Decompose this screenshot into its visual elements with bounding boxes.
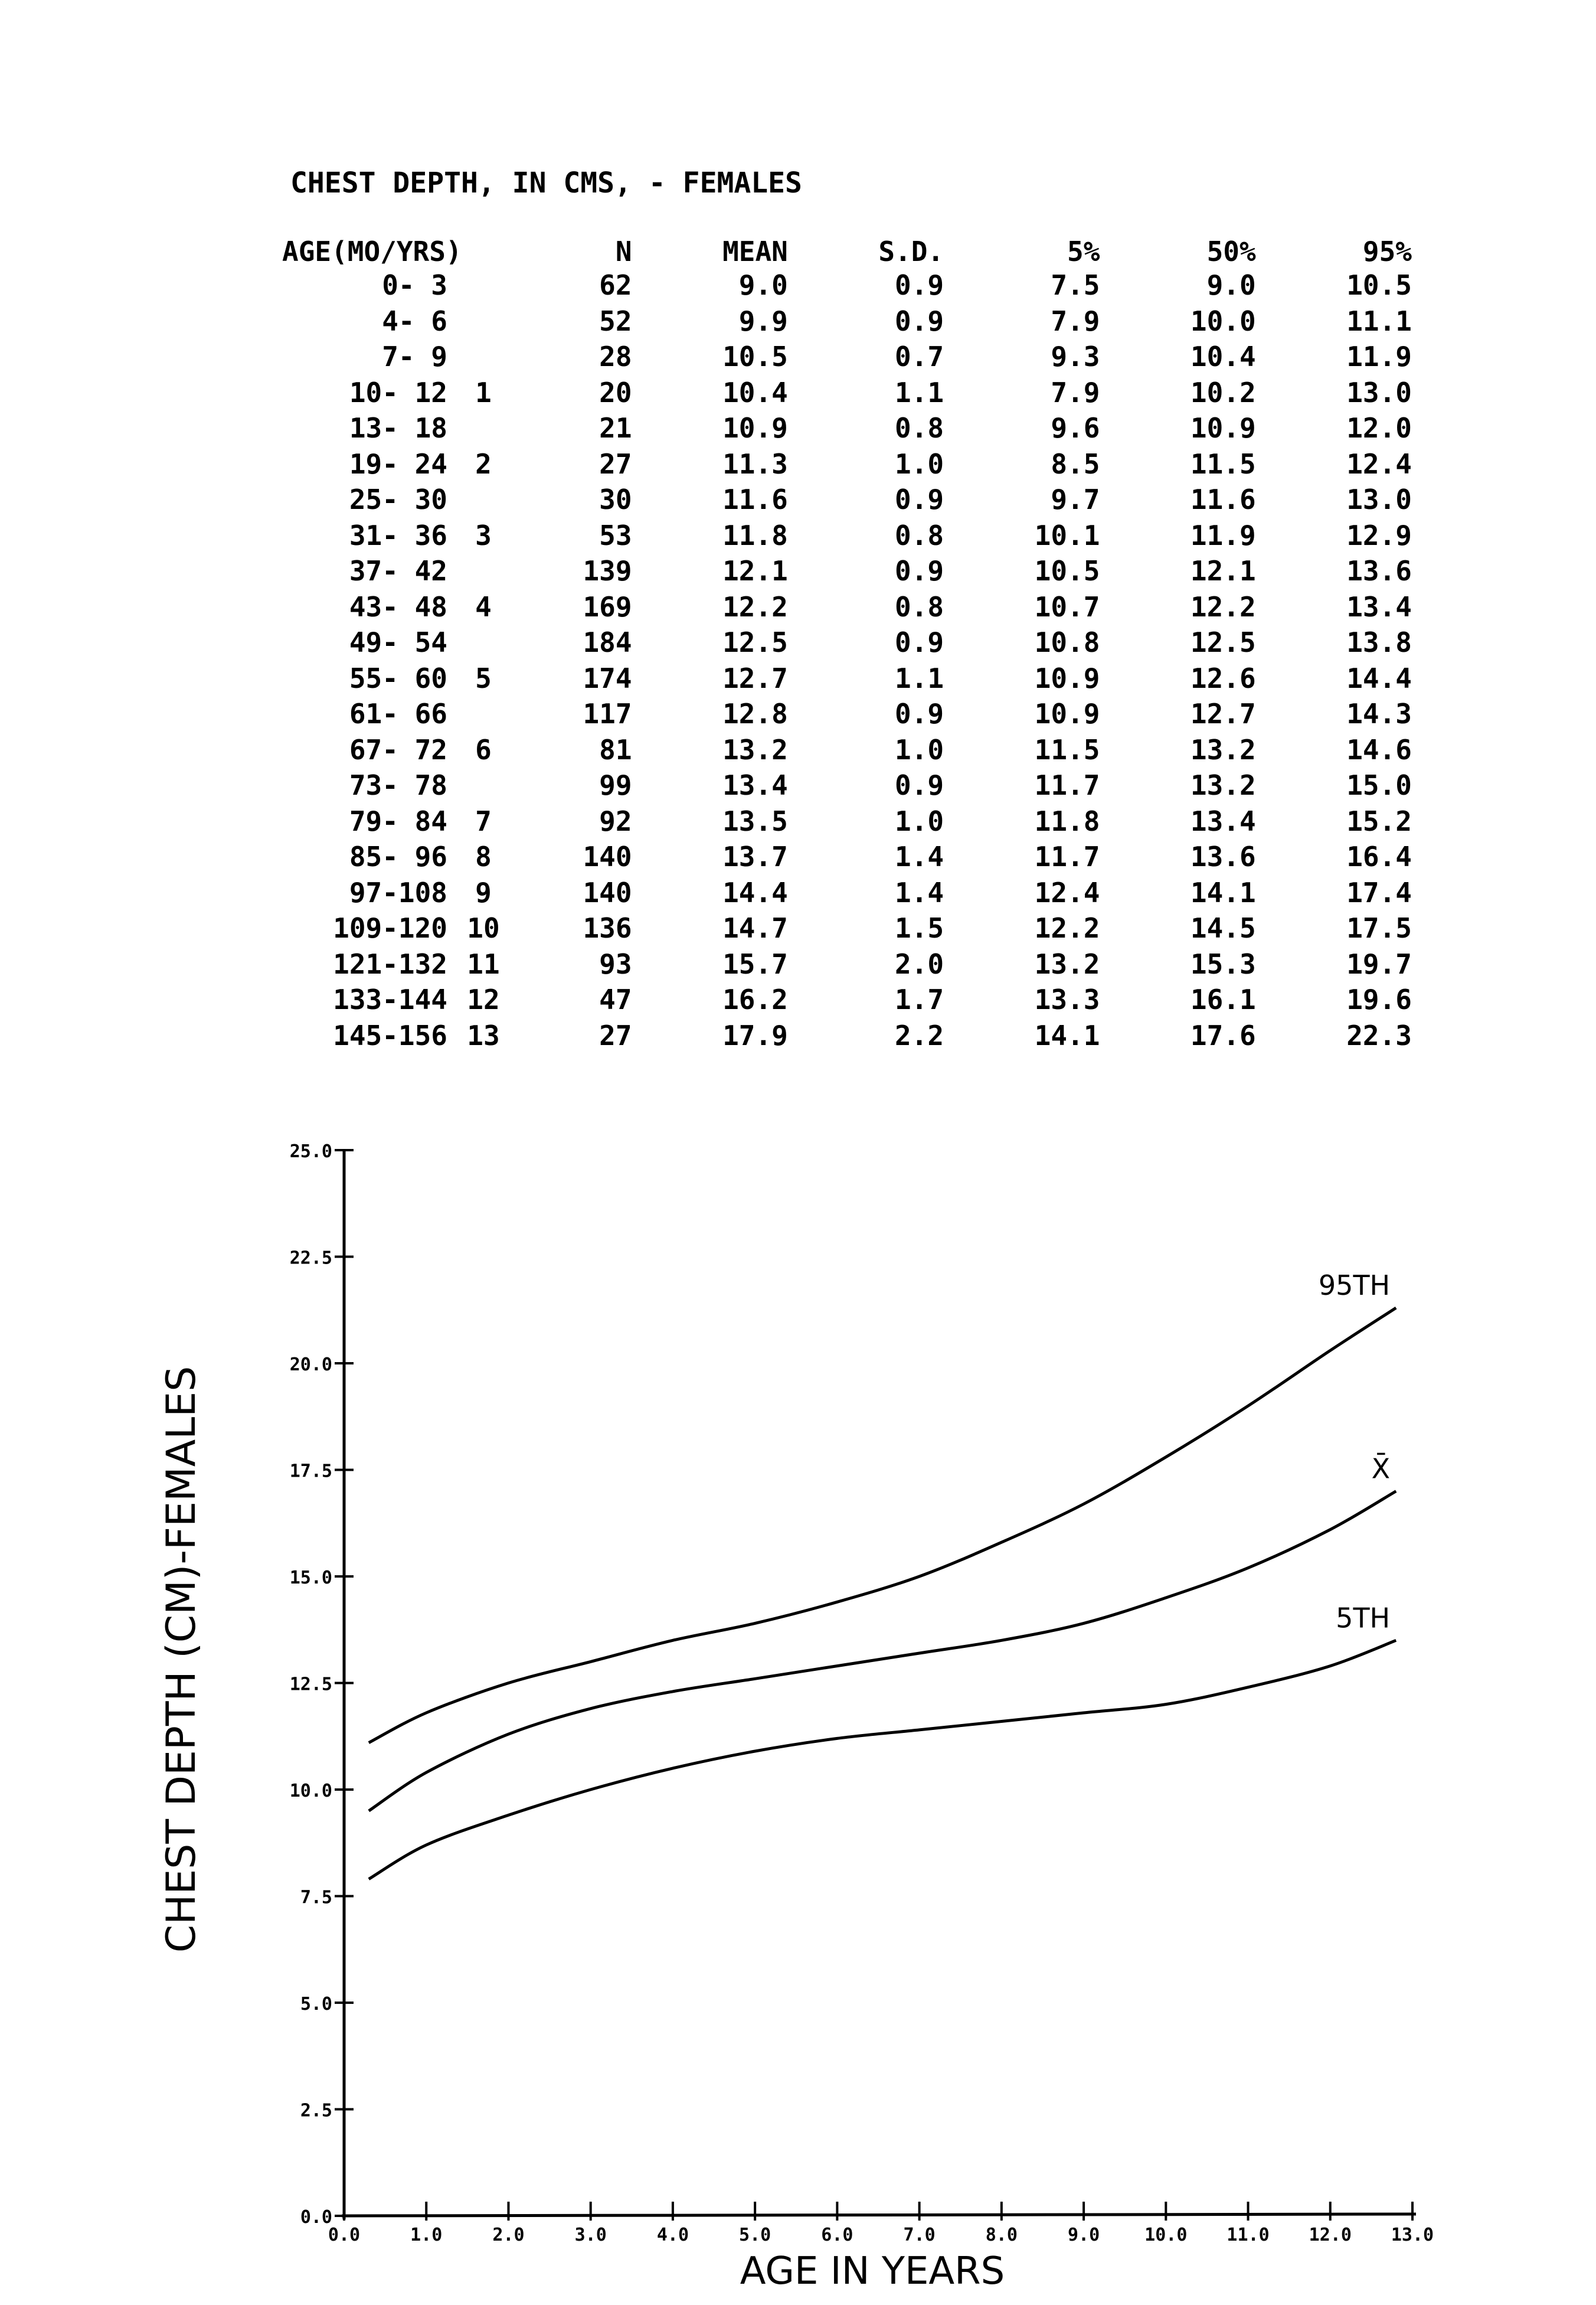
cell-n: 117 xyxy=(583,698,632,730)
cell-n: 52 xyxy=(599,305,632,337)
cell-p50: 10.0 xyxy=(1190,305,1256,337)
cell-age: 109-120 xyxy=(333,912,447,945)
y-tick-label: 22.5 xyxy=(289,1248,332,1269)
cell-mean: 13.4 xyxy=(722,769,788,802)
cell-n: 81 xyxy=(599,733,632,766)
cell-n: 28 xyxy=(599,341,632,373)
table-row xyxy=(277,696,1417,732)
y-tick-label: 2.5 xyxy=(300,2100,332,2121)
cell-age: 85- 96 xyxy=(349,841,447,873)
cell-age: 43- 48 xyxy=(349,590,447,623)
cell-yr: 12 xyxy=(467,984,500,1016)
cell-n: 174 xyxy=(583,662,632,694)
y-tick-label: 12.5 xyxy=(289,1674,332,1695)
table-row xyxy=(277,910,1417,946)
cell-age: 145-156 xyxy=(333,1019,447,1052)
cell-sd: 0.9 xyxy=(895,305,944,337)
cell-p5: 10.9 xyxy=(1034,662,1100,694)
table-row xyxy=(277,303,1417,339)
x-tick-label: 0.0 xyxy=(328,2225,361,2245)
cell-sd: 1.5 xyxy=(895,912,944,945)
cell-p5: 7.9 xyxy=(1051,376,1100,409)
table-row xyxy=(277,661,1417,697)
cell-sd: 0.9 xyxy=(895,555,944,587)
cell-mean: 12.2 xyxy=(722,590,788,623)
cell-sd: 0.9 xyxy=(895,626,944,659)
cell-age: 73- 78 xyxy=(349,769,447,802)
cell-n: 93 xyxy=(599,948,632,980)
x-tick-label: 1.0 xyxy=(410,2225,443,2245)
cell-p5: 13.3 xyxy=(1034,984,1100,1016)
cell-p5: 12.4 xyxy=(1034,876,1100,909)
cell-p50: 10.9 xyxy=(1190,412,1256,445)
cell-age: 13- 18 xyxy=(349,412,447,445)
cell-p50: 17.6 xyxy=(1190,1019,1256,1052)
cell-sd: 0.9 xyxy=(895,269,944,302)
table-row xyxy=(277,482,1417,518)
cell-p95: 13.4 xyxy=(1346,590,1412,623)
cell-p50: 13.6 xyxy=(1190,841,1256,873)
cell-yr xyxy=(452,267,515,303)
cell-age: 7- 9 xyxy=(382,341,447,373)
cell-p50: 12.1 xyxy=(1190,555,1256,587)
cell-p5: 11.8 xyxy=(1034,805,1100,837)
cell-age: 31- 36 xyxy=(349,519,447,551)
cell-yr xyxy=(452,553,515,589)
cell-p50: 15.3 xyxy=(1190,948,1256,980)
col-header-p50: 50% xyxy=(1206,236,1256,267)
cell-p5: 9.7 xyxy=(1051,484,1100,516)
cell-n: 169 xyxy=(583,590,632,623)
y-tick-label: 5.0 xyxy=(300,1994,332,2015)
series-mean-line xyxy=(369,1491,1396,1811)
cell-n: 140 xyxy=(583,841,632,873)
cell-sd: 0.9 xyxy=(895,484,944,516)
cell-sd: 0.7 xyxy=(895,341,944,373)
cell-age: 97-108 xyxy=(349,876,447,909)
cell-yr xyxy=(452,768,515,804)
cell-age: 79- 84 xyxy=(349,805,447,837)
cell-yr xyxy=(452,410,515,446)
x-tick-label: 7.0 xyxy=(903,2225,936,2245)
y-tick-label: 0.0 xyxy=(300,2207,332,2228)
table-row xyxy=(277,625,1417,661)
table-row xyxy=(277,839,1417,875)
cell-n: 92 xyxy=(599,805,632,837)
cell-yr xyxy=(452,696,515,732)
x-tick-label: 11.0 xyxy=(1227,2225,1270,2245)
y-tick-label: 15.0 xyxy=(289,1568,332,1588)
y-tick-label: 10.0 xyxy=(289,1781,332,1801)
series-5th-line xyxy=(369,1640,1396,1879)
cell-age: 0- 3 xyxy=(382,269,447,302)
cell-mean: 11.8 xyxy=(722,519,788,551)
cell-p50: 13.4 xyxy=(1190,805,1256,837)
cell-mean: 11.3 xyxy=(722,448,788,480)
cell-p50: 14.5 xyxy=(1190,912,1256,945)
cell-p5: 12.2 xyxy=(1034,912,1100,945)
cell-mean: 10.5 xyxy=(722,341,788,373)
cell-p50: 12.7 xyxy=(1190,698,1256,730)
cell-p5: 11.7 xyxy=(1034,841,1100,873)
cell-p95: 12.4 xyxy=(1346,448,1412,480)
cell-mean: 13.5 xyxy=(722,805,788,837)
cell-p50: 11.6 xyxy=(1190,484,1256,516)
cell-p5: 8.5 xyxy=(1051,448,1100,480)
col-header-n: N xyxy=(615,236,632,267)
table-row xyxy=(277,518,1417,554)
cell-p95: 16.4 xyxy=(1346,841,1412,873)
cell-mean: 11.6 xyxy=(722,484,788,516)
cell-sd: 0.9 xyxy=(895,698,944,730)
cell-p5: 10.7 xyxy=(1034,590,1100,623)
cell-p95: 14.6 xyxy=(1346,733,1412,766)
cell-sd: 2.2 xyxy=(895,1019,944,1052)
cell-mean: 14.7 xyxy=(722,912,788,945)
cell-mean: 10.9 xyxy=(722,412,788,445)
y-tick-label: 17.5 xyxy=(289,1461,332,1482)
cell-p5: 7.9 xyxy=(1051,305,1100,337)
table-row xyxy=(277,339,1417,375)
cell-n: 99 xyxy=(599,769,632,802)
cell-age: 19- 24 xyxy=(349,448,447,480)
table-title: CHEST DEPTH, IN CMS, - FEMALES xyxy=(290,166,802,200)
cell-mean: 12.7 xyxy=(722,662,788,694)
cell-age: 133-144 xyxy=(333,984,447,1016)
cell-p5: 9.6 xyxy=(1051,412,1100,445)
table-row xyxy=(277,267,1417,303)
x-tick-label: 3.0 xyxy=(574,2225,607,2245)
cell-n: 184 xyxy=(583,626,632,659)
x-tick-label: 5.0 xyxy=(739,2225,771,2245)
cell-age: 121-132 xyxy=(333,948,447,980)
cell-sd: 0.9 xyxy=(895,769,944,802)
cell-sd: 1.4 xyxy=(895,876,944,909)
cell-p50: 11.9 xyxy=(1190,519,1256,551)
cell-p95: 19.7 xyxy=(1346,948,1412,980)
stats-table xyxy=(277,233,1417,1053)
cell-mean: 12.8 xyxy=(722,698,788,730)
cell-n: 27 xyxy=(599,448,632,480)
table-row xyxy=(277,768,1417,804)
cell-yr: 7 xyxy=(475,805,492,837)
x-tick-label: 10.0 xyxy=(1144,2225,1188,2245)
cell-p5: 14.1 xyxy=(1034,1019,1100,1052)
cell-sd: 0.8 xyxy=(895,519,944,551)
cell-p5: 7.5 xyxy=(1051,269,1100,302)
cell-sd: 1.1 xyxy=(895,662,944,694)
y-tick-label: 20.0 xyxy=(289,1354,332,1375)
table-row xyxy=(277,982,1417,1018)
col-header-mean: MEAN xyxy=(722,236,788,267)
cell-yr: 8 xyxy=(475,841,492,873)
cell-yr: 10 xyxy=(467,912,500,945)
table-row xyxy=(277,1018,1417,1054)
table-row xyxy=(277,589,1417,625)
cell-p95: 15.0 xyxy=(1346,769,1412,802)
col-header-age: AGE(MO/YRS) xyxy=(282,236,462,267)
cell-p95: 13.0 xyxy=(1346,376,1412,409)
col-header-sd: S.D. xyxy=(878,236,944,267)
cell-p50: 12.6 xyxy=(1190,662,1256,694)
x-axis-title: AGE IN YEARS xyxy=(740,2250,1005,2293)
cell-yr xyxy=(452,625,515,661)
cell-age: 55- 60 xyxy=(349,662,447,694)
x-tick-label: 4.0 xyxy=(656,2225,689,2245)
cell-p95: 11.9 xyxy=(1346,341,1412,373)
cell-mean: 12.5 xyxy=(722,626,788,659)
cell-yr: 1 xyxy=(475,376,492,409)
table-row xyxy=(277,875,1417,911)
cell-mean: 10.4 xyxy=(722,376,788,409)
cell-n: 139 xyxy=(583,555,632,587)
cell-n: 20 xyxy=(599,376,632,409)
cell-p5: 11.5 xyxy=(1034,733,1100,766)
table-row xyxy=(277,375,1417,411)
cell-p95: 17.4 xyxy=(1346,876,1412,909)
cell-age: 25- 30 xyxy=(349,484,447,516)
cell-yr: 3 xyxy=(475,519,492,551)
cell-p95: 11.1 xyxy=(1346,305,1412,337)
table-body xyxy=(277,267,1417,1053)
table-row xyxy=(277,410,1417,446)
cell-p50: 10.4 xyxy=(1190,341,1256,373)
series-label: 5TH xyxy=(1336,1602,1391,1634)
cell-p95: 22.3 xyxy=(1346,1019,1412,1052)
cell-sd: 1.4 xyxy=(895,841,944,873)
table-row xyxy=(277,553,1417,589)
cell-sd: 1.0 xyxy=(895,448,944,480)
cell-p95: 12.0 xyxy=(1346,412,1412,445)
cell-yr: 2 xyxy=(475,448,492,480)
cell-p5: 9.3 xyxy=(1051,341,1100,373)
cell-p50: 11.5 xyxy=(1190,448,1256,480)
cell-n: 30 xyxy=(599,484,632,516)
cell-sd: 0.8 xyxy=(895,412,944,445)
cell-yr xyxy=(452,303,515,339)
cell-n: 140 xyxy=(583,876,632,909)
y-tick-label: 25.0 xyxy=(289,1141,332,1162)
cell-p95: 13.8 xyxy=(1346,626,1412,659)
cell-p95: 14.3 xyxy=(1346,698,1412,730)
cell-mean: 13.7 xyxy=(722,841,788,873)
cell-p95: 13.6 xyxy=(1346,555,1412,587)
cell-age: 61- 66 xyxy=(349,698,447,730)
cell-n: 62 xyxy=(599,269,632,302)
cell-n: 53 xyxy=(599,519,632,551)
cell-mean: 13.2 xyxy=(722,733,788,766)
cell-age: 49- 54 xyxy=(349,626,447,659)
chest-depth-chart xyxy=(0,1110,1596,2305)
cell-age: 10- 12 xyxy=(349,376,447,409)
col-header-p5: 5% xyxy=(1067,236,1100,267)
cell-age: 4- 6 xyxy=(382,305,447,337)
x-tick-label: 12.0 xyxy=(1309,2225,1352,2245)
cell-p50: 16.1 xyxy=(1190,984,1256,1016)
cell-yr: 11 xyxy=(467,948,500,980)
cell-n: 47 xyxy=(599,984,632,1016)
cell-p5: 10.8 xyxy=(1034,626,1100,659)
series-95th-line xyxy=(369,1308,1396,1743)
cell-yr: 13 xyxy=(467,1019,500,1052)
x-tick-label: 13.0 xyxy=(1391,2225,1434,2245)
cell-mean: 15.7 xyxy=(722,948,788,980)
cell-sd: 1.0 xyxy=(895,733,944,766)
cell-p50: 10.2 xyxy=(1190,376,1256,409)
cell-p95: 14.4 xyxy=(1346,662,1412,694)
cell-mean: 16.2 xyxy=(722,984,788,1016)
cell-p5: 11.7 xyxy=(1034,769,1100,802)
table-row xyxy=(277,446,1417,482)
cell-n: 21 xyxy=(599,412,632,445)
y-tick-label: 7.5 xyxy=(300,1887,332,1908)
cell-yr xyxy=(452,339,515,375)
cell-mean: 9.9 xyxy=(738,305,788,337)
cell-p50: 12.5 xyxy=(1190,626,1256,659)
cell-p50: 9.0 xyxy=(1206,269,1256,302)
cell-yr: 5 xyxy=(475,662,492,694)
cell-p95: 12.9 xyxy=(1346,519,1412,551)
cell-p95: 19.6 xyxy=(1346,984,1412,1016)
cell-sd: 2.0 xyxy=(895,948,944,980)
cell-p50: 14.1 xyxy=(1190,876,1256,909)
x-tick-label: 6.0 xyxy=(821,2225,853,2245)
x-tick-label: 2.0 xyxy=(492,2225,525,2245)
cell-sd: 1.7 xyxy=(895,984,944,1016)
cell-age: 37- 42 xyxy=(349,555,447,587)
x-axis-line xyxy=(342,2214,1416,2216)
x-tick-label: 8.0 xyxy=(985,2225,1018,2245)
cell-mean: 12.1 xyxy=(722,555,788,587)
series-label: 95TH xyxy=(1318,1269,1391,1302)
y-axis-title: CHEST DEPTH (CM)-FEMALES xyxy=(158,1366,205,1953)
cell-mean: 14.4 xyxy=(722,876,788,909)
x-tick-label: 9.0 xyxy=(1067,2225,1100,2245)
cell-p95: 10.5 xyxy=(1346,269,1412,302)
col-header-p95: 95% xyxy=(1362,236,1412,267)
cell-age: 67- 72 xyxy=(349,733,447,766)
cell-p95: 15.2 xyxy=(1346,805,1412,837)
cell-yr: 4 xyxy=(475,590,492,623)
table-row xyxy=(277,946,1417,982)
table-row xyxy=(277,804,1417,840)
cell-p95: 13.0 xyxy=(1346,484,1412,516)
cell-p5: 10.9 xyxy=(1034,698,1100,730)
cell-p5: 10.1 xyxy=(1034,519,1100,551)
cell-p5: 13.2 xyxy=(1034,948,1100,980)
cell-sd: 0.8 xyxy=(895,590,944,623)
table-row xyxy=(277,732,1417,768)
cell-p5: 10.5 xyxy=(1034,555,1100,587)
series-label: X̄ xyxy=(1371,1452,1391,1485)
cell-mean: 17.9 xyxy=(722,1019,788,1052)
cell-p95: 17.5 xyxy=(1346,912,1412,945)
cell-p50: 13.2 xyxy=(1190,769,1256,802)
cell-mean: 9.0 xyxy=(738,269,788,302)
cell-n: 136 xyxy=(583,912,632,945)
table-header-row xyxy=(277,233,1417,267)
cell-yr: 9 xyxy=(475,876,492,909)
cell-yr xyxy=(452,482,515,518)
cell-n: 27 xyxy=(599,1019,632,1052)
cell-sd: 1.0 xyxy=(895,805,944,837)
cell-p50: 13.2 xyxy=(1190,733,1256,766)
cell-sd: 1.1 xyxy=(895,376,944,409)
cell-yr: 6 xyxy=(475,733,492,766)
cell-p50: 12.2 xyxy=(1190,590,1256,623)
